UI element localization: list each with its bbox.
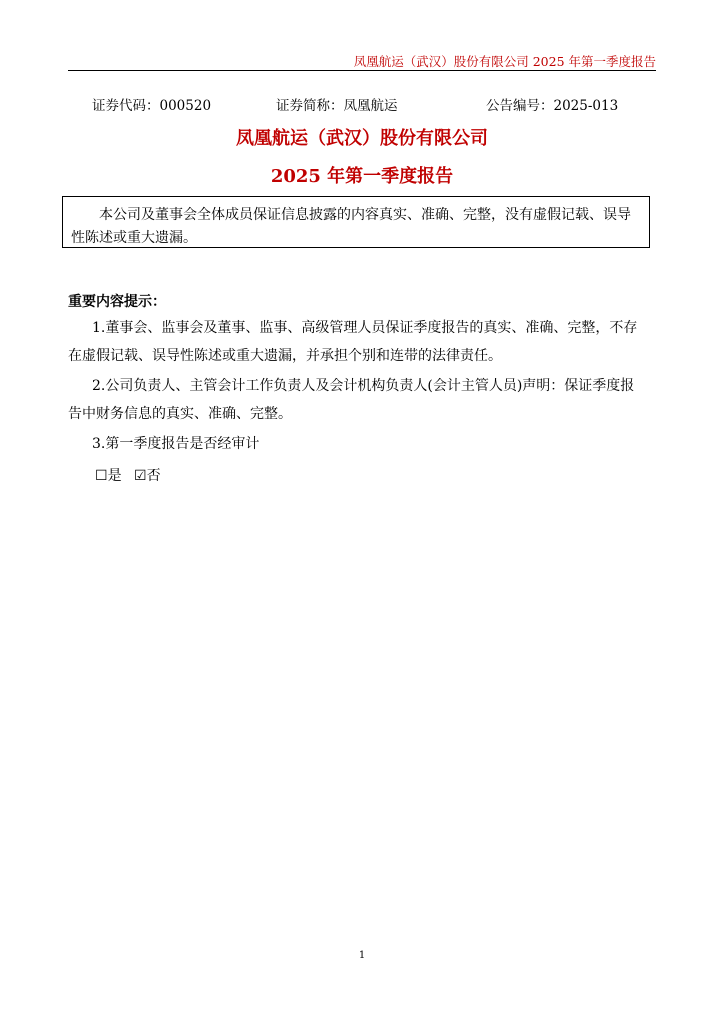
running-header: 凤凰航运（武汉）股份有限公司 2025 年第一季度报告 (353, 54, 656, 69)
announcement-number: 公告编号：2025-013 (486, 98, 619, 114)
choice-yes-label: 是 (107, 468, 122, 484)
important-item-1: 1.董事会、监事会及董事、监事、高级管理人员保证季度报告的真实、准确、完整，不存在虚假记载、误导性陈述或重大遗漏，并承担个别和连带的法律责任。 (68, 320, 638, 364)
choice-no-label: 否 (146, 468, 161, 484)
header-divider (68, 70, 656, 71)
security-short-name: 证券简称：凤凰航运 (276, 98, 398, 114)
important-item-2: 2.公司负责人、主管会计工作负责人及会计机构负责人(会计主管人员)声明：保证季度报告中财务信息的真实、准确、完整。 (68, 378, 635, 422)
important-notes-heading: 重要内容提示： (68, 294, 166, 310)
company-title: 凤凰航运（武汉）股份有限公司 (236, 128, 488, 149)
important-item-3: 3.第一季度报告是否经审计 (92, 436, 260, 452)
page-number: 1 (358, 950, 366, 961)
disclosure-notice-box: 本公司及董事会全体成员保证信息披露的内容真实、准确、完整，没有虚假记载、误导性陈述或重大遗漏。 (62, 196, 650, 248)
security-code: 证券代码：000520 (92, 98, 212, 114)
unchecked-box-icon: ☐ (95, 468, 108, 484)
checked-box-icon: ☑ (134, 468, 147, 484)
report-title: 2025 年第一季度报告 (270, 166, 454, 187)
audit-choice-group (95, 463, 161, 489)
